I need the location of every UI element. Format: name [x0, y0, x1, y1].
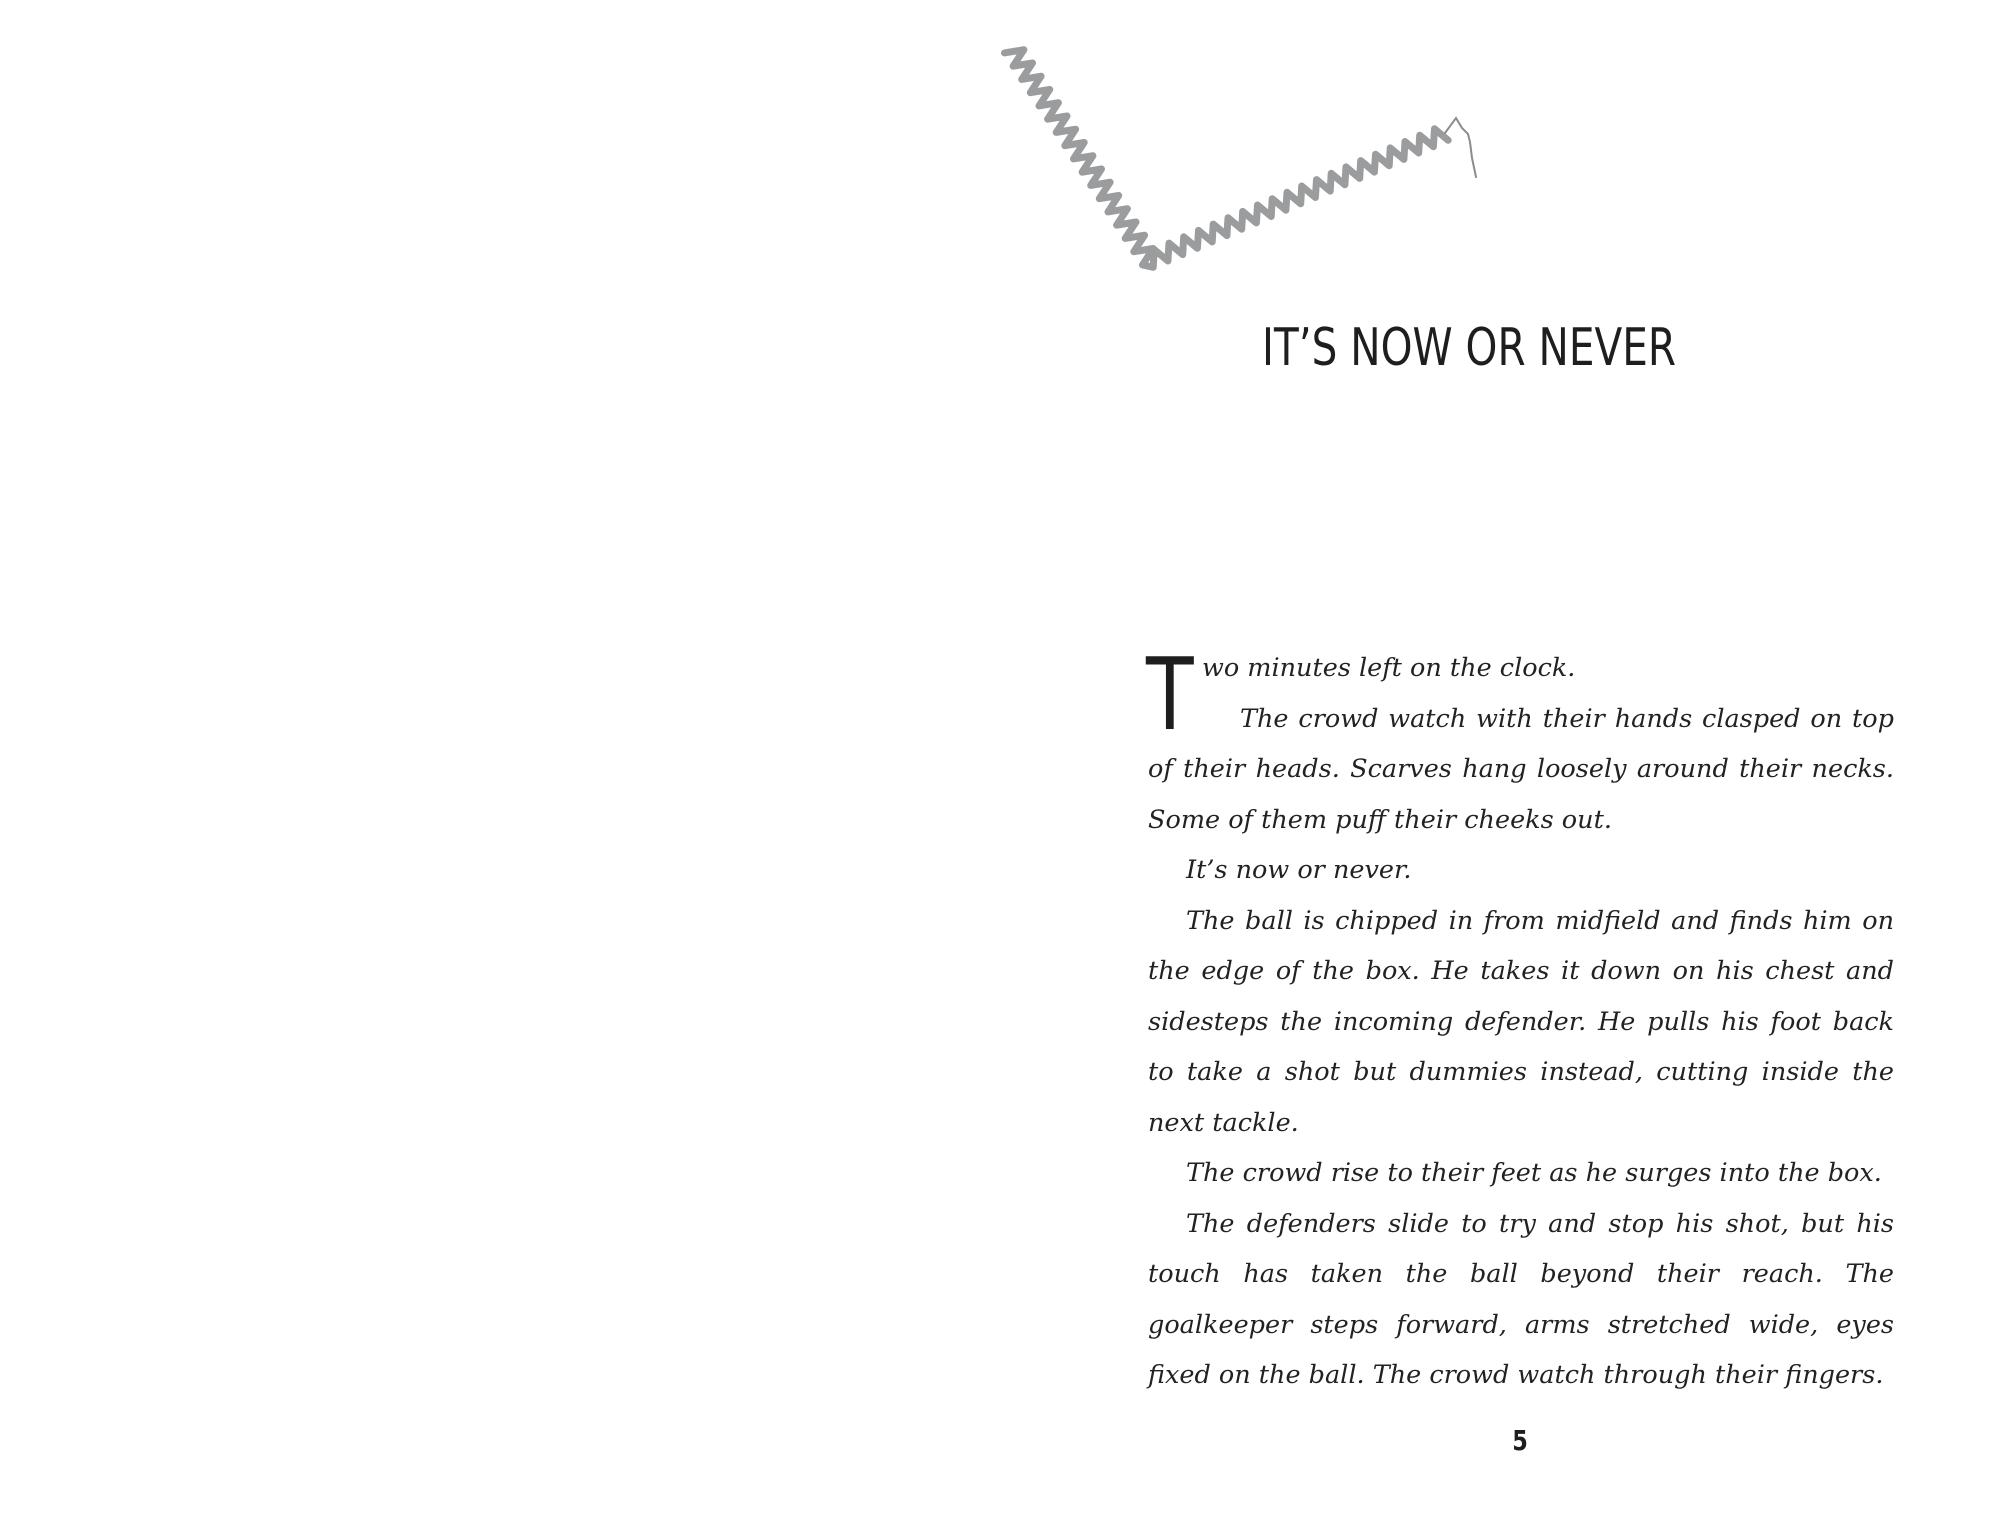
paragraph-2: The crowd watch with their hands clasped on top of their heads. Scarves hang loosely around their necks. Some of them puff their cheeks out. [1148, 703, 1894, 835]
chapter-body [1146, 636, 1894, 1401]
paragraph-5: The crowd rise to their feet as he surges into the box. [1186, 1158, 1882, 1188]
paragraph-6: The defenders slide to try and stop his shot, but his touch has taken the ball beyond their reach. The goalkeeper steps forward, arms stretched wide, eyes fixed on the ball. The crowd watch through their fingers. [1148, 1208, 1894, 1390]
paragraph-1-text: wo minutes left on the clock. [1202, 653, 1576, 683]
page-number: 5 [1512, 1424, 1528, 1457]
drop-cap: T [1146, 636, 1194, 753]
paragraph-3: It’s now or never. [1186, 855, 1412, 885]
paragraph-4: The ball is chipped in from midfield and finds him on the edge of the box. He takes it down on his chest and sidesteps the incoming defender. He pulls his foot back to take a shot but dummies instead, cutting inside the next tackle. [1148, 905, 1894, 1138]
zigzag-squiggle-icon [990, 30, 1510, 290]
paragraph-1 [1146, 636, 1894, 753]
chapter-title: IT’S NOW OR NEVER [1262, 318, 1677, 378]
